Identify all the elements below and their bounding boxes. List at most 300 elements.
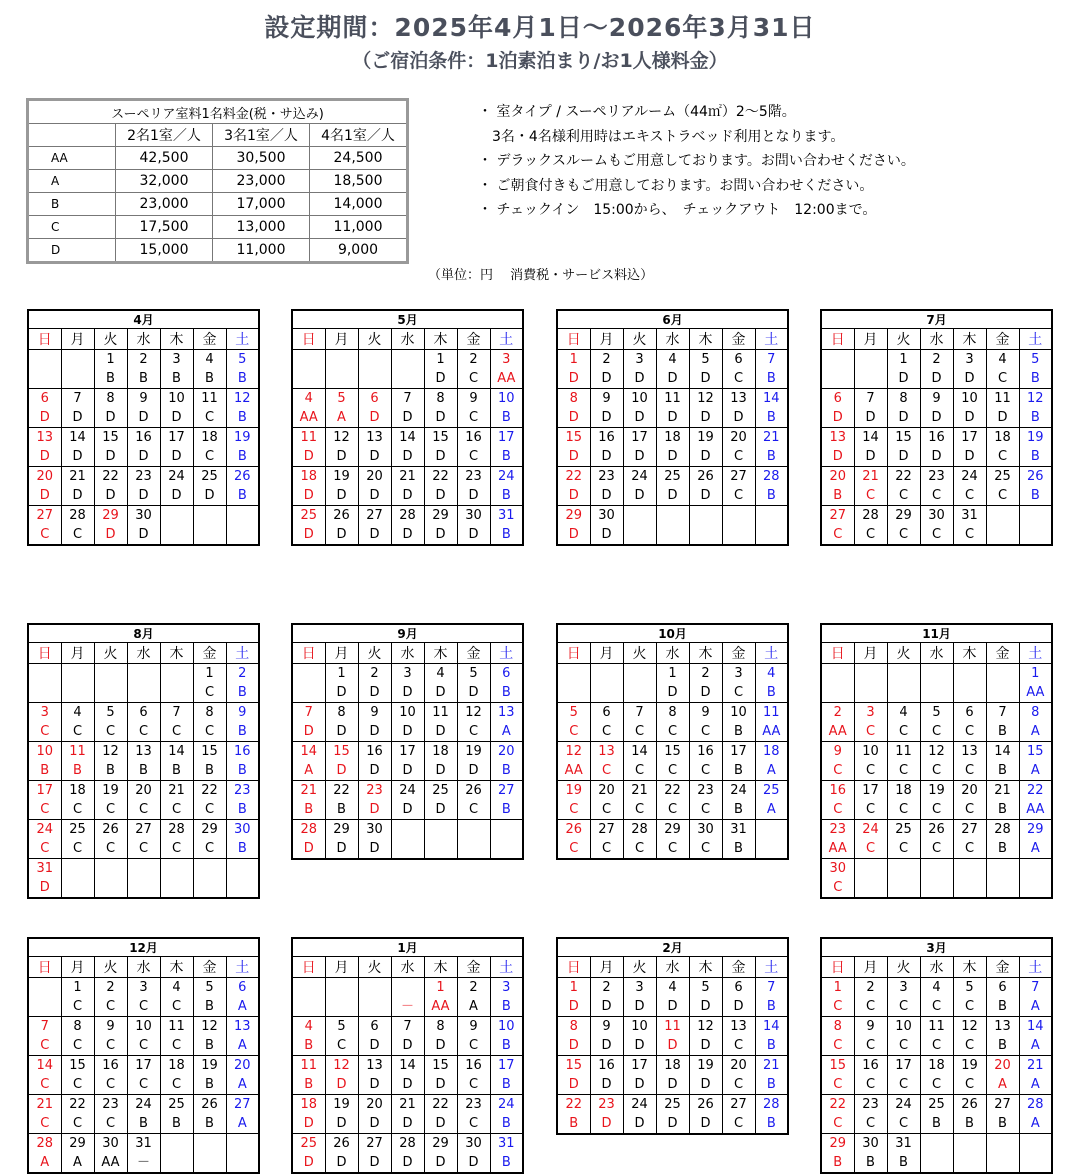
day-number: 23 (598, 469, 615, 484)
rate-rank: D (105, 488, 116, 503)
week-row (28, 781, 259, 820)
day-number: 2 (602, 980, 611, 995)
rate-rank: B (501, 763, 511, 778)
rate-rank: B (998, 999, 1007, 1014)
rate-rank: C (733, 685, 744, 700)
day-cell (358, 389, 391, 428)
rate-rank: C (667, 802, 678, 817)
day-cell (986, 742, 1019, 781)
day-number (293, 350, 325, 369)
day-number (392, 978, 424, 997)
rate-rank (888, 683, 920, 702)
rate-rank: D (402, 1038, 413, 1053)
day-cell (94, 1017, 127, 1056)
day-cell (94, 1056, 127, 1095)
day-number: 26 (961, 1097, 978, 1112)
day-number: 29 (829, 1136, 847, 1151)
unit-note: （単位：円 消費税・サービス料込） (428, 268, 654, 283)
rate-rank: B (965, 1116, 974, 1131)
day-cell (61, 781, 94, 820)
note-item: ・ ご朝食付きもご用意しております。お問い合わせください。 (478, 177, 874, 194)
day-number: 23 (697, 783, 714, 798)
rate-rank: C (865, 999, 876, 1014)
week-row (292, 664, 523, 703)
rate-rank (1020, 878, 1052, 897)
rate-rank (359, 369, 391, 388)
day-cell (424, 742, 457, 781)
day-number: 8 (106, 391, 115, 406)
day-cell (127, 1056, 160, 1095)
day-number: 10 (862, 744, 879, 759)
day-number (822, 664, 854, 683)
day-number: 6 (833, 391, 842, 406)
notes-list (478, 100, 915, 223)
rate-rank (359, 997, 391, 1016)
rate-rank: B (766, 1077, 776, 1092)
rate-rank: D (369, 724, 380, 739)
day-cell (821, 859, 854, 899)
rate-rank: D (667, 371, 678, 386)
rate-rank: D (435, 410, 446, 425)
day-cell (623, 703, 656, 742)
day-cell (986, 664, 1019, 703)
day-cell (127, 781, 160, 820)
day-number (756, 820, 788, 839)
day-number: 19 (697, 1058, 714, 1073)
day-number: 26 (697, 1097, 714, 1112)
rate-rank: C (569, 802, 579, 817)
day-number: 5 (238, 352, 247, 367)
day-number: 27 (366, 508, 383, 523)
day-cell (358, 1134, 391, 1174)
day-number: 19 (1027, 430, 1044, 445)
day-cell (821, 1017, 854, 1056)
day-number: 30 (465, 1136, 482, 1151)
day-cell (920, 742, 953, 781)
day-cell (854, 820, 887, 859)
day-cell (193, 820, 226, 859)
week-row (28, 467, 259, 506)
rate-rank: C (105, 1116, 116, 1131)
rate-rank: C (865, 1077, 876, 1092)
rate-rank (326, 997, 358, 1016)
day-number: 28 (399, 1136, 416, 1151)
day-cell (887, 350, 920, 389)
rate-rank: D (700, 488, 711, 503)
day-number: 31 (36, 861, 54, 876)
day-number: 6 (998, 980, 1007, 995)
day-number: 27 (366, 1136, 383, 1151)
day-number: 6 (502, 666, 511, 681)
rate-row (28, 193, 408, 216)
day-cell (986, 1056, 1019, 1095)
rate-rank: C (204, 724, 215, 739)
day-number: 14 (168, 744, 185, 759)
day-cell (755, 703, 788, 742)
rate-value: 23,000 (116, 193, 213, 216)
day-cell (424, 703, 457, 742)
weekday-header: 日 (292, 957, 325, 978)
day-cell (953, 742, 986, 781)
weekday-header: 金 (457, 957, 490, 978)
week-row (557, 781, 788, 820)
day-number (657, 506, 689, 525)
day-number: 15 (432, 430, 449, 445)
rate-rank: D (336, 1155, 347, 1170)
day-number: 27 (498, 783, 515, 798)
day-cell (755, 350, 788, 389)
day-number: 20 (36, 469, 54, 484)
day-cell (887, 1095, 920, 1134)
day-number: 23 (366, 783, 383, 798)
rate-rank: B (172, 371, 181, 386)
day-cell (656, 350, 689, 389)
weekday-header: 日 (28, 643, 61, 664)
day-number: 6 (370, 391, 379, 406)
day-number: 4 (668, 352, 677, 367)
weekday-header: 月 (590, 329, 623, 350)
rate-rank: D (336, 1116, 347, 1131)
rate-rank: B (304, 802, 314, 817)
day-number: 25 (300, 1136, 318, 1151)
day-cell (457, 820, 490, 860)
day-number: 10 (135, 1019, 152, 1034)
rate-rank: A (73, 1155, 82, 1170)
day-number: 24 (730, 783, 747, 798)
day-cell (557, 781, 590, 820)
weekday-header: 木 (689, 643, 722, 664)
day-number: 16 (135, 430, 152, 445)
rate-rank: AA (828, 841, 847, 856)
day-cell (722, 428, 755, 467)
day-number: 7 (866, 391, 875, 406)
day-number: 13 (366, 430, 383, 445)
rate-rank: B (501, 1155, 511, 1170)
day-number (326, 978, 358, 997)
day-number: 14 (399, 430, 416, 445)
day-number: 25 (432, 783, 449, 798)
rate-rank: C (865, 1038, 876, 1053)
rate-rank: B (237, 724, 247, 739)
day-number: 31 (135, 1136, 152, 1151)
rate-rank: D (402, 1116, 413, 1131)
day-cell (590, 428, 623, 467)
day-cell (821, 389, 854, 428)
day-number: 4 (205, 352, 214, 367)
day-cell (1019, 1134, 1052, 1174)
rate-rank (822, 683, 854, 702)
note-item: ・ デラックスルームもご用意しております。お問い合わせください。 (478, 153, 915, 169)
rate-rank: C (700, 841, 711, 856)
rate-rank: C (72, 724, 83, 739)
day-cell (656, 978, 689, 1017)
rate-rank (855, 369, 887, 388)
day-cell (1019, 820, 1052, 859)
day-cell (424, 1017, 457, 1056)
rate-rank: C (138, 999, 149, 1014)
rate-rank: B (304, 1038, 314, 1053)
week-row (28, 703, 259, 742)
day-number (194, 1134, 226, 1153)
day-number: 16 (928, 430, 945, 445)
day-number: 8 (337, 705, 346, 720)
rate-rank: AA (564, 763, 583, 778)
day-cell (424, 350, 457, 389)
rate-rank: B (734, 724, 743, 739)
rate-value: 18,500 (310, 170, 408, 193)
rate-rank: C (931, 999, 942, 1014)
day-cell (953, 467, 986, 506)
rate-rank: C (105, 841, 116, 856)
rate-rank: C (833, 880, 843, 895)
day-cell (160, 859, 193, 899)
rate-rank (591, 683, 623, 702)
rate-rank: AA (1026, 685, 1045, 700)
day-cell (557, 664, 590, 703)
day-cell (160, 978, 193, 1017)
day-number (822, 350, 854, 369)
day-cell (127, 428, 160, 467)
week-row (28, 1095, 259, 1134)
rate-rank: B (205, 999, 214, 1014)
rate-rank: C (931, 841, 942, 856)
day-cell (292, 742, 325, 781)
day-cell (325, 389, 358, 428)
rate-rank (855, 878, 887, 897)
day-number: 13 (598, 744, 615, 759)
rate-rank: C (138, 1038, 149, 1053)
day-cell (887, 781, 920, 820)
day-number: 30 (928, 508, 945, 523)
day-number: 9 (469, 391, 478, 406)
day-number: 9 (370, 705, 379, 720)
rate-rank: D (72, 488, 83, 503)
day-cell (656, 820, 689, 860)
day-cell (325, 1134, 358, 1174)
day-number: 24 (498, 469, 515, 484)
rate-rank: D (72, 449, 83, 464)
rate-rank: C (964, 488, 975, 503)
day-number: 7 (73, 391, 82, 406)
day-cell (986, 467, 1019, 506)
day-number: 4 (998, 352, 1007, 367)
day-cell (887, 1056, 920, 1095)
day-cell (755, 820, 788, 860)
day-cell (160, 820, 193, 859)
day-cell (325, 428, 358, 467)
day-cell (490, 978, 523, 1017)
week-row (557, 703, 788, 742)
day-cell (325, 820, 358, 860)
day-cell (722, 506, 755, 546)
rate-rank: D (468, 527, 479, 542)
rate-rank: B (998, 841, 1007, 856)
day-number: 28 (300, 822, 318, 837)
day-cell (424, 978, 457, 1017)
day-cell (920, 467, 953, 506)
day-cell (821, 664, 854, 703)
day-cell (887, 978, 920, 1017)
day-cell (1019, 1095, 1052, 1134)
day-cell (358, 664, 391, 703)
day-cell (457, 1134, 490, 1174)
rate-rank: A (1030, 841, 1040, 856)
rate-rank: B (237, 841, 247, 856)
day-cell (821, 1134, 854, 1174)
day-number: 4 (767, 666, 776, 681)
day-number: 1 (569, 980, 578, 995)
day-number (359, 978, 391, 997)
weekday-header: 月 (854, 329, 887, 350)
rate-col-header: 3名1室／人 (213, 124, 310, 147)
rate-rank: B (501, 1116, 511, 1131)
day-cell (623, 978, 656, 1017)
month-calendar (820, 623, 1053, 899)
day-cell (193, 703, 226, 742)
day-cell (490, 742, 523, 781)
rate-rank: D (435, 449, 446, 464)
rate-rank: C (72, 527, 83, 542)
day-cell (590, 1056, 623, 1095)
rate-rank: D (369, 1038, 380, 1053)
rate-rank: D (435, 1038, 446, 1053)
rate-rank: A (40, 1155, 50, 1170)
weekday-header: 金 (722, 329, 755, 350)
day-number (293, 978, 325, 997)
day-number: 20 (730, 430, 747, 445)
day-number: 27 (135, 822, 152, 837)
day-cell (61, 350, 94, 389)
day-number: 29 (664, 822, 681, 837)
rate-rank: C (72, 999, 83, 1014)
day-number (359, 350, 391, 369)
rate-rank: D (700, 371, 711, 386)
day-cell (689, 1056, 722, 1095)
day-number (62, 664, 94, 683)
day-cell (755, 742, 788, 781)
rate-rank: B (139, 1116, 148, 1131)
day-number: 11 (928, 1019, 945, 1034)
day-number: 9 (139, 391, 148, 406)
rate-rank (921, 683, 953, 702)
day-number: 30 (135, 508, 152, 523)
rate-rank: B (766, 449, 776, 464)
day-number: 21 (168, 783, 185, 798)
rate-rank: B (501, 449, 511, 464)
rate-rank: B (734, 841, 743, 856)
day-cell (226, 820, 259, 859)
day-cell (490, 428, 523, 467)
day-number (29, 978, 61, 997)
rate-rank: B (833, 488, 843, 503)
day-cell (623, 1056, 656, 1095)
rate-rank: D (138, 488, 149, 503)
day-number: 17 (895, 1058, 912, 1073)
day-cell (226, 1095, 259, 1134)
day-number: 7 (403, 1019, 412, 1034)
week-row (821, 742, 1052, 781)
day-cell (358, 350, 391, 389)
week-row (557, 506, 788, 546)
day-cell (490, 1017, 523, 1056)
day-cell (953, 1017, 986, 1056)
day-cell (821, 978, 854, 1017)
day-number: 11 (432, 705, 449, 720)
day-number: 19 (333, 469, 350, 484)
day-number: 26 (234, 469, 251, 484)
day-cell (656, 389, 689, 428)
day-number: 22 (432, 469, 449, 484)
rate-rank: B (998, 802, 1007, 817)
day-number (855, 350, 887, 369)
day-cell (94, 467, 127, 506)
day-number (921, 664, 953, 683)
weekday-header: 木 (160, 643, 193, 664)
day-number: 24 (399, 783, 416, 798)
day-cell (457, 781, 490, 820)
day-number: 10 (399, 705, 416, 720)
rate-rank: D (39, 410, 50, 425)
day-cell (391, 978, 424, 1017)
rate-rank: B (237, 371, 247, 386)
rate-rank: D (402, 527, 413, 542)
rate-rank: C (138, 1077, 149, 1092)
day-number: 21 (399, 469, 416, 484)
day-cell (292, 428, 325, 467)
rate-rank (293, 683, 325, 702)
day-number: 14 (862, 430, 879, 445)
day-cell (1019, 742, 1052, 781)
rate-rank: A (337, 410, 346, 425)
day-cell (424, 664, 457, 703)
day-cell (920, 703, 953, 742)
page-title: 設定期間：2025年4月1日～2026年3月31日 (264, 13, 816, 42)
day-number: 3 (866, 705, 875, 720)
day-number: 12 (333, 1058, 350, 1073)
week-row (28, 428, 259, 467)
day-number: 14 (69, 430, 86, 445)
day-cell (358, 820, 391, 860)
rate-rank: C (72, 1116, 83, 1131)
rate-rank: D (402, 1077, 413, 1092)
day-number: 21 (862, 469, 879, 484)
month-title: 2月 (557, 938, 788, 957)
day-number: 24 (862, 822, 879, 837)
day-number: 1 (73, 980, 82, 995)
day-cell (226, 742, 259, 781)
day-number: 17 (730, 744, 747, 759)
day-cell (160, 467, 193, 506)
rate-rank: D (39, 488, 50, 503)
rate-table (26, 98, 409, 264)
day-cell (61, 742, 94, 781)
rate-rank: AA (828, 724, 847, 739)
month-calendar (556, 309, 789, 546)
day-cell (1019, 781, 1052, 820)
day-number (591, 664, 623, 683)
day-number: 1 (205, 666, 214, 681)
day-number: 7 (767, 980, 776, 995)
day-cell (193, 1017, 226, 1056)
day-cell (358, 1017, 391, 1056)
day-number: 27 (730, 1097, 747, 1112)
rate-rank: B (833, 1155, 843, 1170)
day-cell (557, 506, 590, 546)
day-cell (358, 1056, 391, 1095)
rate-rank (425, 839, 457, 858)
day-cell (722, 389, 755, 428)
day-number: 7 (767, 352, 776, 367)
